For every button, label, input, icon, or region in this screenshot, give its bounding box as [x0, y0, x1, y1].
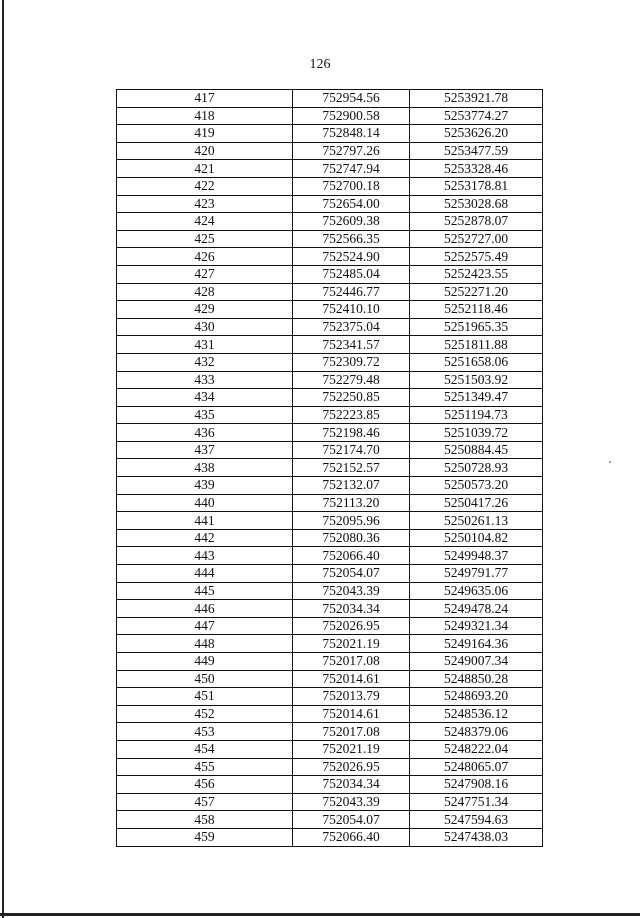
- y-coordinate-cell: 5249007.34: [410, 653, 543, 671]
- point-number-cell: 455: [117, 758, 293, 776]
- table-row: [117, 776, 543, 794]
- y-coordinate-cell: 5248693.20: [410, 688, 543, 706]
- table-row: [117, 265, 543, 283]
- y-coordinate-cell: 5250573.20: [410, 477, 543, 495]
- point-number-cell: 458: [117, 811, 293, 829]
- table-row: [117, 441, 543, 459]
- x-coordinate-cell: 752026.95: [293, 758, 410, 776]
- y-coordinate-cell: 5249635.06: [410, 582, 543, 600]
- point-number-cell: 452: [117, 705, 293, 723]
- table-row: [117, 318, 543, 336]
- x-coordinate-cell: 752066.40: [293, 828, 410, 846]
- x-coordinate-cell: 752446.77: [293, 283, 410, 301]
- coordinates-table-body: [117, 90, 543, 847]
- table-row: [117, 353, 543, 371]
- x-coordinate-cell: 752309.72: [293, 353, 410, 371]
- table-row: [117, 758, 543, 776]
- point-number-cell: 449: [117, 653, 293, 671]
- point-number-cell: 448: [117, 635, 293, 653]
- x-coordinate-cell: 752747.94: [293, 160, 410, 178]
- y-coordinate-cell: 5253477.59: [410, 142, 543, 160]
- point-number-cell: 437: [117, 441, 293, 459]
- point-number-cell: 428: [117, 283, 293, 301]
- table-row: [117, 424, 543, 442]
- table-row: [117, 494, 543, 512]
- x-coordinate-cell: 752279.48: [293, 371, 410, 389]
- table-row: [117, 195, 543, 213]
- point-number-cell: 453: [117, 723, 293, 741]
- x-coordinate-cell: 752410.10: [293, 301, 410, 319]
- table-row: [117, 582, 543, 600]
- x-coordinate-cell: 752848.14: [293, 125, 410, 143]
- table-row: [117, 670, 543, 688]
- point-number-cell: 433: [117, 371, 293, 389]
- table-row: [117, 90, 543, 108]
- y-coordinate-cell: 5247751.34: [410, 793, 543, 811]
- x-coordinate-cell: 752034.34: [293, 776, 410, 794]
- point-number-cell: 444: [117, 565, 293, 583]
- x-coordinate-cell: 752080.36: [293, 529, 410, 547]
- point-number-cell: 431: [117, 336, 293, 354]
- y-coordinate-cell: 5250728.93: [410, 459, 543, 477]
- point-number-cell: 459: [117, 828, 293, 846]
- y-coordinate-cell: 5253921.78: [410, 90, 543, 108]
- table-row: [117, 565, 543, 583]
- point-number-cell: 443: [117, 547, 293, 565]
- y-coordinate-cell: 5247908.16: [410, 776, 543, 794]
- y-coordinate-cell: 5251658.06: [410, 353, 543, 371]
- y-coordinate-cell: 5248536.12: [410, 705, 543, 723]
- x-coordinate-cell: 752043.39: [293, 793, 410, 811]
- y-coordinate-cell: 5253626.20: [410, 125, 543, 143]
- x-coordinate-cell: 752132.07: [293, 477, 410, 495]
- table-row: [117, 793, 543, 811]
- x-coordinate-cell: 752524.90: [293, 248, 410, 266]
- point-number-cell: 423: [117, 195, 293, 213]
- x-coordinate-cell: 752223.85: [293, 406, 410, 424]
- y-coordinate-cell: 5252271.20: [410, 283, 543, 301]
- table-row: [117, 336, 543, 354]
- y-coordinate-cell: 5252878.07: [410, 213, 543, 231]
- point-number-cell: 425: [117, 230, 293, 248]
- table-row: [117, 125, 543, 143]
- point-number-cell: 447: [117, 617, 293, 635]
- y-coordinate-cell: 5251503.92: [410, 371, 543, 389]
- y-coordinate-cell: 5249478.24: [410, 600, 543, 618]
- table-row: [117, 459, 543, 477]
- table-row: [117, 828, 543, 846]
- y-coordinate-cell: 5251965.35: [410, 318, 543, 336]
- point-number-cell: 426: [117, 248, 293, 266]
- scan-border-bottom: [0, 913, 640, 916]
- x-coordinate-cell: 752954.56: [293, 90, 410, 108]
- table-row: [117, 389, 543, 407]
- point-number-cell: 450: [117, 670, 293, 688]
- x-coordinate-cell: 752043.39: [293, 582, 410, 600]
- table-row: [117, 142, 543, 160]
- table-row: [117, 600, 543, 618]
- point-number-cell: 456: [117, 776, 293, 794]
- table-row: [117, 160, 543, 178]
- y-coordinate-cell: 5253774.27: [410, 107, 543, 125]
- y-coordinate-cell: 5250261.13: [410, 512, 543, 530]
- x-coordinate-cell: 752066.40: [293, 547, 410, 565]
- point-number-cell: 427: [117, 265, 293, 283]
- table-row: [117, 406, 543, 424]
- table-row: [117, 371, 543, 389]
- table-row: [117, 547, 543, 565]
- y-coordinate-cell: 5249791.77: [410, 565, 543, 583]
- y-coordinate-cell: 5247438.03: [410, 828, 543, 846]
- y-coordinate-cell: 5250104.82: [410, 529, 543, 547]
- point-number-cell: 418: [117, 107, 293, 125]
- point-number-cell: 442: [117, 529, 293, 547]
- x-coordinate-cell: 752034.34: [293, 600, 410, 618]
- point-number-cell: 417: [117, 90, 293, 108]
- point-number-cell: 441: [117, 512, 293, 530]
- table-row: [117, 107, 543, 125]
- table-row: [117, 477, 543, 495]
- table-row: [117, 248, 543, 266]
- y-coordinate-cell: 5251039.72: [410, 424, 543, 442]
- point-number-cell: 439: [117, 477, 293, 495]
- x-coordinate-cell: 752014.61: [293, 670, 410, 688]
- x-coordinate-cell: 752900.58: [293, 107, 410, 125]
- point-number-cell: 432: [117, 353, 293, 371]
- table-row: [117, 230, 543, 248]
- point-number-cell: 435: [117, 406, 293, 424]
- table-row: [117, 283, 543, 301]
- point-number-cell: 420: [117, 142, 293, 160]
- point-number-cell: 424: [117, 213, 293, 231]
- table-row: [117, 512, 543, 530]
- x-coordinate-cell: 752014.61: [293, 705, 410, 723]
- point-number-cell: 434: [117, 389, 293, 407]
- x-coordinate-cell: 752017.08: [293, 653, 410, 671]
- x-coordinate-cell: 752797.26: [293, 142, 410, 160]
- table-row: [117, 811, 543, 829]
- table-row: [117, 213, 543, 231]
- point-number-cell: 454: [117, 740, 293, 758]
- table-row: [117, 635, 543, 653]
- x-coordinate-cell: 752021.19: [293, 635, 410, 653]
- x-coordinate-cell: 752485.04: [293, 265, 410, 283]
- y-coordinate-cell: 5248850.28: [410, 670, 543, 688]
- y-coordinate-cell: 5251349.47: [410, 389, 543, 407]
- page-number: 126: [309, 57, 331, 72]
- point-number-cell: 446: [117, 600, 293, 618]
- table-row: [117, 177, 543, 195]
- y-coordinate-cell: 5248065.07: [410, 758, 543, 776]
- scan-border-left: [2, 0, 4, 918]
- y-coordinate-cell: 5248379.06: [410, 723, 543, 741]
- x-coordinate-cell: 752152.57: [293, 459, 410, 477]
- table-row: [117, 688, 543, 706]
- point-number-cell: 457: [117, 793, 293, 811]
- point-number-cell: 422: [117, 177, 293, 195]
- table-row: [117, 653, 543, 671]
- point-number-cell: 429: [117, 301, 293, 319]
- y-coordinate-cell: 5250884.45: [410, 441, 543, 459]
- x-coordinate-cell: 752700.18: [293, 177, 410, 195]
- x-coordinate-cell: 752174.70: [293, 441, 410, 459]
- x-coordinate-cell: 752013.79: [293, 688, 410, 706]
- x-coordinate-cell: 752054.07: [293, 811, 410, 829]
- y-coordinate-cell: 5248222.04: [410, 740, 543, 758]
- table-row: [117, 529, 543, 547]
- x-coordinate-cell: 752021.19: [293, 740, 410, 758]
- y-coordinate-cell: 5252423.55: [410, 265, 543, 283]
- y-coordinate-cell: 5251194.73: [410, 406, 543, 424]
- y-coordinate-cell: 5253178.81: [410, 177, 543, 195]
- y-coordinate-cell: 5252118.46: [410, 301, 543, 319]
- x-coordinate-cell: 752026.95: [293, 617, 410, 635]
- y-coordinate-cell: 5252727.00: [410, 230, 543, 248]
- x-coordinate-cell: 752017.08: [293, 723, 410, 741]
- x-coordinate-cell: 752113.20: [293, 494, 410, 512]
- table-row: [117, 705, 543, 723]
- point-number-cell: 451: [117, 688, 293, 706]
- x-coordinate-cell: 752654.00: [293, 195, 410, 213]
- table-row: [117, 723, 543, 741]
- y-coordinate-cell: 5249948.37: [410, 547, 543, 565]
- x-coordinate-cell: 752198.46: [293, 424, 410, 442]
- x-coordinate-cell: 752566.35: [293, 230, 410, 248]
- y-coordinate-cell: 5249321.34: [410, 617, 543, 635]
- y-coordinate-cell: 5249164.36: [410, 635, 543, 653]
- table-row: [117, 617, 543, 635]
- x-coordinate-cell: 752095.96: [293, 512, 410, 530]
- x-coordinate-cell: 752375.04: [293, 318, 410, 336]
- point-number-cell: 445: [117, 582, 293, 600]
- point-number-cell: 421: [117, 160, 293, 178]
- point-number-cell: 436: [117, 424, 293, 442]
- x-coordinate-cell: 752054.07: [293, 565, 410, 583]
- y-coordinate-cell: 5247594.63: [410, 811, 543, 829]
- point-number-cell: 438: [117, 459, 293, 477]
- point-number-cell: 440: [117, 494, 293, 512]
- table-row: [117, 301, 543, 319]
- y-coordinate-cell: 5253328.46: [410, 160, 543, 178]
- table-row: [117, 740, 543, 758]
- y-coordinate-cell: 5251811.88: [410, 336, 543, 354]
- point-number-cell: 430: [117, 318, 293, 336]
- x-coordinate-cell: 752341.57: [293, 336, 410, 354]
- x-coordinate-cell: 752609.38: [293, 213, 410, 231]
- y-coordinate-cell: 5250417.26: [410, 494, 543, 512]
- point-number-cell: 419: [117, 125, 293, 143]
- y-coordinate-cell: 5252575.49: [410, 248, 543, 266]
- coordinates-table: [116, 89, 543, 847]
- y-coordinate-cell: 5253028.68: [410, 195, 543, 213]
- x-coordinate-cell: 752250.85: [293, 389, 410, 407]
- scan-speck: [609, 461, 611, 463]
